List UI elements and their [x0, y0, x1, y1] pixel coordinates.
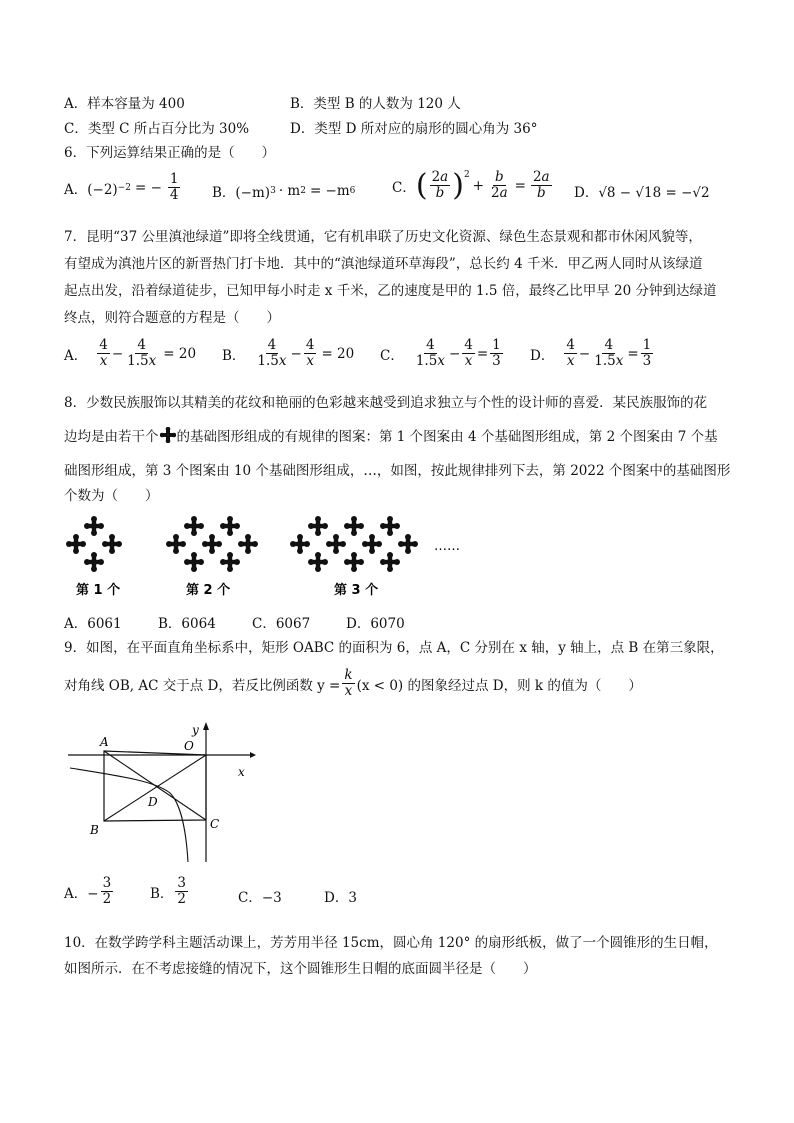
q8-option-d: D．6070 — [346, 616, 405, 632]
label-c: C — [210, 817, 220, 831]
q10-line-1: 10．在数学跨学科主题活动课上，芳芳用半径 15cm，圆心角 120° 的扇形纸板，做了一个圆锥形的生日帽， — [64, 935, 718, 951]
q6-a-eq: = − — [134, 179, 162, 196]
label-b: B — [90, 823, 99, 837]
q9-line-2 — [64, 668, 642, 699]
q9-b-num: 3 — [177, 875, 187, 891]
q6-b-exp3: 6 — [349, 186, 356, 196]
pattern-2-caption: 第 2 个 — [186, 583, 231, 598]
q7-a-tail: = 20 — [163, 345, 197, 362]
q5-option-b: B．类型 B 的人数为 120 人 — [290, 96, 461, 112]
q7-text — [64, 224, 734, 332]
q9-x: x — [344, 683, 353, 699]
diagonal-ob — [104, 755, 206, 821]
x-axis-arrow-icon — [250, 752, 256, 758]
pattern-3-caption: 第 3 个 — [334, 583, 379, 598]
q8-pattern-figure — [60, 510, 480, 602]
q8-line-2b: 的基础图形组成的有规律的图案：第 1 个图案由 4 个基础图形组成，第 2 个图案由 7 个基 — [176, 429, 718, 445]
q8-line-1: 8．少数民族服饰以其精美的花纹和艳丽的色彩越来越受到追求独立与个性的设计师的喜爱．某民族服饰的花 — [64, 395, 708, 411]
q6-b-eq: = −m — [309, 183, 350, 199]
q6-option-a — [64, 172, 182, 203]
q8-option-c: C．6067 — [252, 616, 311, 632]
q10-line-2: 如图所示．在不考虑接缝的情况下，这个圆锥形生日帽的底面圆半径是（ ） — [64, 961, 537, 977]
label-d: D — [148, 795, 158, 809]
q9-option-a — [64, 876, 115, 907]
q6-b-exp2: 2 — [300, 186, 306, 196]
q7-line-1: 7．昆明“37 公里滇池绿道”即将全线贯通，它有机串联了历史文化资源、绿色生态景观和都市休闲风貌等， — [64, 229, 702, 245]
label-a: A — [100, 735, 109, 749]
q9-line-1: 9．如图，在平面直角坐标系中，矩形 OABC 的面积为 6，点 A，C 分别在 x 轴，y 轴上，点 B 在第三象限， — [64, 640, 724, 656]
q5-option-a: A．样本容量为 400 — [64, 96, 185, 112]
q7-option-d: D． $\frac{4}{x}$ − $\frac{4}{1.5x}$ = $\frac{1}{3}$ — [530, 337, 652, 369]
q8-line-2a: 边均是由若干个 — [64, 429, 159, 445]
q8-option-b: B．6064 — [158, 616, 216, 632]
q6-a-base: A．(−2) — [64, 181, 118, 198]
pattern-3 — [290, 516, 418, 572]
pattern-1 — [66, 516, 122, 572]
q9-option-b — [150, 876, 190, 907]
q6-option-b — [212, 181, 355, 201]
q6-b-base: B．(−m) — [212, 185, 271, 201]
q8-line-3: 础图形组成，第 3 个图案由 10 个基础图形组成，…，如图，按此规律排列下去，第 2022 个图案中的基础图形 — [64, 463, 731, 479]
q6-b-exp1: 3 — [270, 186, 276, 196]
pattern-1-caption: 第 1 个 — [76, 583, 121, 598]
label-x: x — [238, 765, 245, 779]
q8-option-a: A．6061 — [64, 616, 122, 632]
q6-a-den: 4 — [169, 187, 179, 203]
pattern-ellipsis: …… — [434, 539, 460, 554]
q7-b-label: B． — [222, 347, 246, 364]
q7-line-2: 有望成为滇池片区的新晋热门打卡地．其中的“滇池绿道环草海段”，总长约 4 千米．甲乙两人同时从该绿道 — [64, 256, 703, 272]
q9-option-c: C．−3 — [238, 890, 282, 906]
q6-a-fraction — [168, 172, 181, 203]
q6-option-d: D．√8 − √18 = −√2 — [574, 185, 710, 201]
q9-option-d: D．3 — [324, 890, 357, 906]
cross-motif-icon — [160, 427, 176, 443]
q6-option-c: C． ( $\frac{2a}{b}$ ) $^2$ + $\frac{b}{2a}$ = $\frac{2a}{b}$ — [392, 167, 550, 203]
q7-d-label: D． — [530, 347, 555, 364]
q9-b-den: 2 — [177, 891, 187, 907]
q7-b-tail: = 20 — [321, 345, 355, 362]
q7-option-b: B． $\frac{4}{1.5x}$ − $\frac{4}{x}$ = 20 — [222, 337, 355, 369]
hyperbola-curve — [70, 768, 188, 862]
label-y: y — [192, 723, 199, 737]
q7-line-3: 起点出发，沿着绿道徒步，已知甲每小时走 x 千米，乙的速度是甲的 1.5 倍，最终乙比甲早 20 分钟到达绿道 — [64, 283, 717, 299]
q9-a-den: 2 — [102, 891, 112, 907]
label-o: O — [184, 739, 194, 753]
q7-c-label: C． — [380, 347, 404, 364]
q5-option-d: D．类型 D 所对应的扇形的圆心角为 36° — [290, 121, 538, 137]
q6-stem: 6．下列运算结果正确的是（ ） — [64, 145, 276, 161]
q9-k-over-x — [342, 668, 354, 699]
q5-option-c: C．类型 C 所占百分比为 30% — [64, 121, 250, 137]
q9-coordinate-figure — [60, 718, 260, 866]
q6-a-exp: −2 — [117, 182, 131, 193]
q9-k: k — [344, 667, 353, 683]
y-axis-arrow-icon — [203, 722, 209, 730]
q9-b-prefix: B． — [150, 885, 174, 902]
q8-line-4: 个数为（ ） — [64, 488, 159, 504]
q7-a-label: A． — [64, 347, 88, 364]
q6-a-num: 1 — [169, 171, 179, 187]
q6-c-label: C． — [392, 179, 416, 196]
q9-line-2b: (x < 0) 的图象经过点 D，则 k 的值为（ ） — [356, 677, 642, 694]
q6-b-mid: · m — [278, 183, 301, 199]
q8-line-2 — [64, 425, 718, 445]
q7-option-c: C． $\frac{4}{1.5x}$ − $\frac{4}{x}$ = $\frac{1}{3}$ — [380, 337, 501, 369]
q9-a-prefix: A．− — [64, 885, 99, 902]
q9-line-2a: 对角线 OB, AC 交于点 D，若反比例函数 y = — [64, 677, 341, 694]
q7-line-4: 终点，则符合题意的方程是（ ） — [64, 310, 280, 326]
q9-a-num: 3 — [102, 875, 112, 891]
pattern-2 — [166, 516, 258, 572]
q7-option-a: A． $\frac{4}{x}$ − $\frac{4}{1.5x}$ = 20 — [64, 337, 197, 369]
